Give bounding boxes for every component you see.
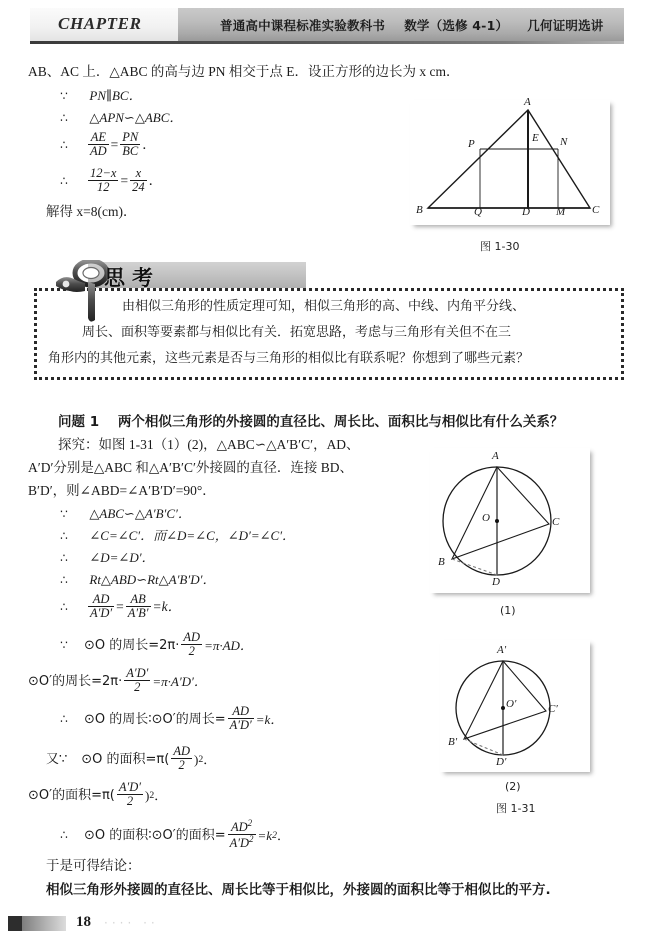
label-A: A	[492, 450, 499, 462]
fraction-apdp-2-area: $\frac{A'D'}{2}$	[118, 780, 142, 809]
think-text	[48, 294, 604, 372]
fraction-ad-apdp: $\frac{AD}{A'D'}$	[90, 592, 113, 621]
figure-1-31-caption: 图 1-31	[496, 802, 536, 815]
label-B: B	[438, 556, 445, 568]
figure-1-31-part1	[430, 448, 590, 593]
area-op: ⊙O′的面积=π( $\frac{A'D'}{2}$ ) 2 ．	[28, 780, 168, 809]
header-rule	[30, 41, 624, 44]
therefore-symbol: ∴	[60, 712, 68, 727]
problem-label: 问题 1	[58, 414, 100, 430]
figure-1-30	[410, 96, 610, 225]
proof2-step3: ∴ ∠D=∠D′．	[56, 550, 155, 567]
explore-line-3: B′D′，则∠ABD=∠A′B′D′=90°．	[28, 483, 216, 498]
figure-1-31-sub2: (2)	[505, 780, 521, 793]
fraction-ad-apdp-2: $\frac{AD}{A'D'}$	[229, 704, 252, 733]
page-header	[30, 8, 624, 44]
because-symbol: ∵	[60, 638, 68, 653]
think-line-3: 角形内的其他元素，这些元素是否与三角形的相似比有联系呢？你想到了哪些元素？	[48, 351, 530, 366]
proof1-step1: ∵ PN∥BC．	[56, 88, 142, 105]
area-ratio: ∴ ⊙O 的面积∶⊙O′的面积= $\frac{AD^2}{A'D^2}$ =k 2 ．	[56, 820, 290, 852]
footer-watermark: ···· ··	[104, 916, 159, 930]
proof1-step4: ∴ $\frac{12-x}{12}$ = $\frac{x}{24}$ ．	[56, 168, 162, 195]
footer-bar-gradient	[22, 916, 66, 931]
circumference-o: ∵ ⊙O 的周长=2π· $\frac{AD}{2}$ =π·AD．	[56, 632, 253, 659]
therefore-symbol: ∴	[60, 174, 68, 189]
figure-1-30-caption: 图 1-30	[480, 240, 520, 253]
therefore-symbol: ∴	[60, 529, 68, 543]
conclusion-lead: 于是可得结论：	[46, 858, 141, 874]
fraction-ad2-apd2: $\frac{AD^2}{A'D^2}$	[229, 818, 254, 851]
fraction-12x-12: $\frac{12-x}{12}$	[90, 166, 117, 195]
because-symbol: ∵	[60, 507, 68, 521]
exponent-2: 2	[198, 753, 204, 765]
label-A: A	[524, 96, 531, 108]
fraction-ab-apbp: $\frac{AB}{A'B'}$	[127, 592, 149, 621]
exponent-2: 2	[272, 829, 277, 841]
proof2-step4: ∴ Rt△ABD∽Rt△A′B′D′．	[56, 572, 215, 589]
think-box	[26, 258, 626, 380]
label-P: P	[468, 138, 475, 150]
therefore-symbol: ∴	[60, 573, 68, 587]
label-B: B	[416, 204, 423, 216]
exponent-2: 2	[149, 789, 155, 801]
label-D: D	[522, 206, 530, 218]
think-line-2: 周长、面积等要素都与相似比有关．拓宽思路，考虑与三角形有关但不在三	[82, 325, 512, 340]
label-N: N	[560, 136, 568, 148]
therefore-symbol: ∴	[60, 600, 68, 615]
figure-1-31-part2	[440, 640, 590, 772]
because-symbol: ∵	[60, 89, 68, 103]
therefore-symbol: ∴	[60, 551, 68, 565]
label-C: C	[592, 204, 600, 216]
label-O-prime: O′	[506, 698, 517, 710]
label-O: O	[482, 512, 490, 524]
page-footer	[0, 912, 650, 938]
chapter-word: CHAPTER	[58, 14, 142, 33]
label-C: C	[552, 516, 560, 528]
fraction-pn-bc: $\frac{PN}{BC}$	[122, 130, 139, 159]
page-number: 18	[76, 914, 91, 930]
figure-1-31-sub1: (1)	[500, 604, 516, 617]
proof2-step1: ∵ △ABC∽△A′B′C′．	[56, 506, 191, 523]
label-D: D	[492, 576, 500, 588]
fraction-ae-ad: $\frac{AE}{AD}$	[90, 130, 107, 159]
fraction-x-24: $\frac{x}{24}$	[132, 166, 145, 195]
explore-line-2: A′D′分别是△ABC 和△A′B′C′外接圆的直径．连接 BD、	[28, 460, 354, 475]
problem-question: 两个相似三角形的外接圆的直径比、周长比、面积比与相似比有什么关系？	[117, 414, 564, 430]
header-title	[220, 16, 604, 34]
circumference-ratio: ∴ ⊙O 的周长∶⊙O′的周长= $\frac{AD}{A'D'}$ =k．	[56, 706, 283, 733]
label-B-prime: B′	[448, 736, 458, 748]
therefore-symbol: ∴	[60, 828, 68, 843]
label-A-prime: A′	[497, 644, 507, 656]
fraction-ad-2: $\frac{AD}{2}$	[183, 630, 201, 659]
circumference-op: ⊙O′的周长=2π· $\frac{A'D'}{2}$ =π·A′D′．	[28, 666, 207, 695]
label-D-prime: D′	[496, 756, 507, 768]
proof1-step3: ∴ $\frac{AE}{AD}$ = $\frac{PN}{BC}$ ．	[56, 132, 156, 159]
footer-bar-dark	[8, 916, 22, 931]
header-title-part2: 数学（选修 4-1）	[404, 18, 509, 33]
label-E: E	[532, 132, 539, 144]
label-C-prime: C′	[548, 703, 558, 715]
area-o: 又∵ ⊙O 的面积=π( $\frac{AD}{2}$ ) 2 ．	[46, 744, 217, 773]
proof2-step5: ∴ $\frac{AD}{A'D'}$ = $\frac{AB}{A'B'}$ =k．	[56, 594, 181, 621]
header-title-part3: 几何证明选讲	[527, 18, 604, 33]
label-M: M	[556, 206, 566, 218]
top-intro-line: AB、AC 上．△ABC 的高与边 PN 相交于点 E．设正方形的边长为 x cm．	[28, 64, 460, 79]
fraction-ad-2-area: $\frac{AD}{2}$	[173, 744, 191, 773]
triangle-diagram	[410, 100, 610, 225]
conclusion-statement: 相似三角形外接圆的直径比、周长比等于相似比，外接圆的面积比等于相似比的平方.	[46, 882, 551, 898]
problem-heading	[58, 414, 563, 431]
therefore-symbol: ∴	[60, 138, 68, 153]
think-label: 思考	[104, 266, 160, 290]
proof1-step2: ∴ △APN∽△ABC．	[56, 110, 182, 127]
fraction-apdp-2: $\frac{A'D'}{2}$	[126, 666, 149, 695]
therefore-symbol: ∴	[60, 111, 68, 125]
explore-line-1: 探究：如图 1-31（1）(2)，△ABC∽△A′B′C′，AD、	[58, 437, 360, 452]
label-Q: Q	[474, 206, 482, 218]
proof2-step2: ∴ ∠C=∠C′．而∠D=∠C，∠D′=∠C′．	[56, 528, 295, 545]
circle-diagram-1	[430, 448, 590, 593]
think-line-1: 由相似三角形的性质定理可知，相似三角形的高、中线、内角平分线、	[122, 299, 526, 314]
proof1-solution: 解得 x=8(cm)．	[46, 204, 137, 219]
header-title-part1: 普通高中课程标准实验教科书	[220, 18, 386, 33]
